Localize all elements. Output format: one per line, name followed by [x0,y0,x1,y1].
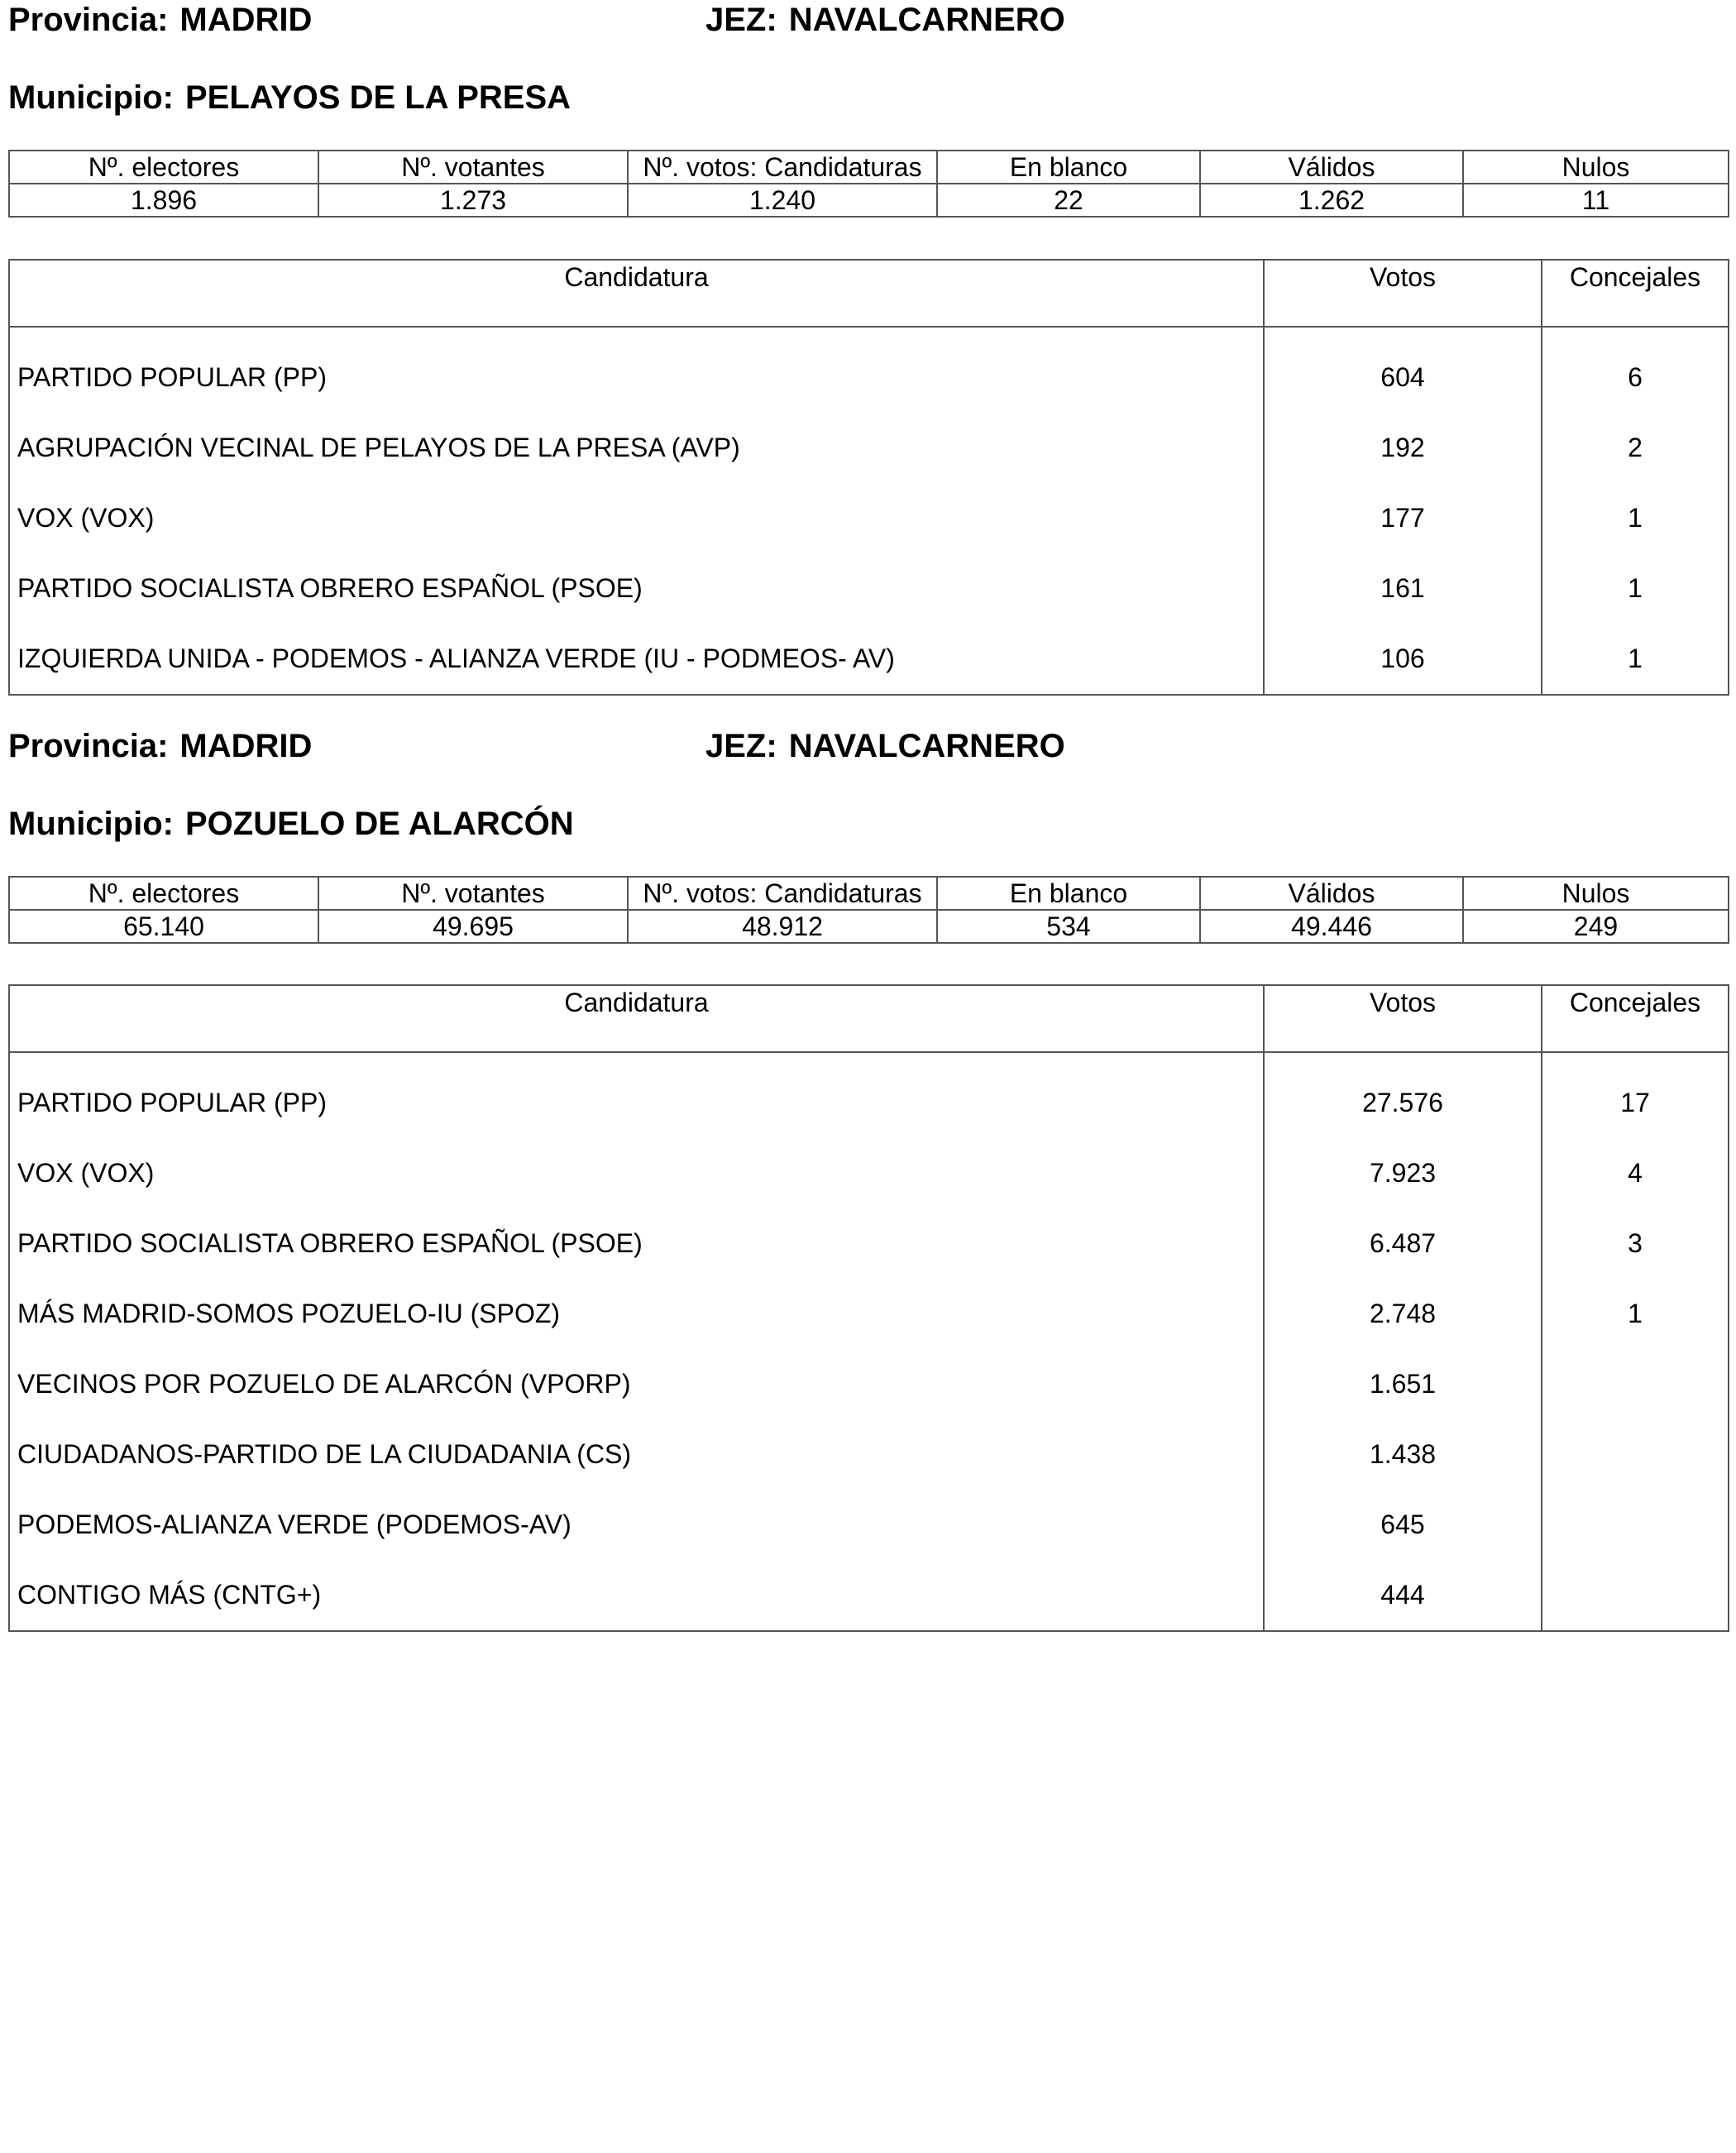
concejales-cell: 4 [1542,1138,1729,1208]
table-row [9,553,1729,624]
summary-value-cell: 65.140 [9,910,318,943]
summary-header-cell: Nº. votos: Candidaturas [628,151,937,184]
votos-cell: 177 [1264,483,1542,553]
votos-cell: 192 [1264,413,1542,483]
concejales-cell [1542,1419,1729,1490]
summary-value-cell: 11 [1463,184,1729,217]
concejales-cell [1542,1349,1729,1419]
summary-table [8,876,1729,944]
summary-header-cell: Nº. votantes [318,877,628,910]
table-row [9,413,1729,483]
candidatura-cell: PARTIDO SOCIALISTA OBRERO ESPAÑOL (PSOE) [9,553,1264,624]
table-row [9,1419,1729,1490]
summary-value-row [9,910,1729,943]
jez-value: NAVALCARNERO [788,2,1065,38]
candidatura-cell: VOX (VOX) [9,1138,1264,1208]
provincia-value: MADRID [179,2,313,38]
candidatura-cell: MÁS MADRID-SOMOS POZUELO-IU (SPOZ) [9,1279,1264,1349]
candidatura-cell: VOX (VOX) [9,483,1264,553]
municipio-heading [8,804,574,844]
summary-header-cell: Nulos [1463,151,1729,184]
concejales-cell: 1 [1542,553,1729,624]
municipio-value: POZUELO DE ALARCÓN [184,806,574,842]
summary-value-cell: 249 [1463,910,1729,943]
votos-cell: 6.487 [1264,1208,1542,1279]
summary-header-cell: En blanco [937,877,1200,910]
jez-heading [705,0,1065,40]
results-header-votos: Votos [1264,260,1542,327]
table-row [9,1052,1729,1138]
table-row [9,483,1729,553]
summary-header-row [9,877,1729,910]
votos-cell: 1.651 [1264,1349,1542,1419]
results-header-row [9,985,1729,1052]
results-header-row [9,260,1729,327]
summary-value-cell: 22 [937,184,1200,217]
concejales-cell: 2 [1542,413,1729,483]
summary-table [8,150,1729,218]
concejales-cell: 17 [1542,1052,1729,1138]
candidatura-cell: AGRUPACIÓN VECINAL DE PELAYOS DE LA PRESA (AVP) [9,413,1264,483]
concejales-cell: 1 [1542,483,1729,553]
concejales-cell: 6 [1542,327,1729,413]
table-row [9,1279,1729,1349]
concejales-cell: 1 [1542,624,1729,695]
concejales-cell [1542,1560,1729,1631]
jez-value: NAVALCARNERO [788,728,1065,764]
summary-value-cell: 49.695 [318,910,628,943]
candidatura-cell: PARTIDO POPULAR (PP) [9,1052,1264,1138]
results-header-concejales: Concejales [1542,985,1729,1052]
candidatura-cell: PARTIDO POPULAR (PP) [9,327,1264,413]
table-row [9,624,1729,695]
municipio-heading [8,78,571,117]
results-table [8,984,1729,1632]
candidatura-cell: CONTIGO MÁS (CNTG+) [9,1560,1264,1631]
candidatura-cell: VECINOS POR POZUELO DE ALARCÓN (VPORP) [9,1349,1264,1419]
votos-cell: 2.748 [1264,1279,1542,1349]
table-row [9,1490,1729,1560]
provincia-heading [8,726,312,766]
provincia-label: Provincia: [8,728,169,764]
summary-header-cell: Nulos [1463,877,1729,910]
summary-header-cell: Nº. votos: Candidaturas [628,877,937,910]
summary-header-row [9,151,1729,184]
results-header-votos: Votos [1264,985,1542,1052]
summary-value-cell: 534 [937,910,1200,943]
votos-cell: 27.576 [1264,1052,1542,1138]
concejales-cell: 3 [1542,1208,1729,1279]
jez-label: JEZ: [705,2,777,38]
summary-value-cell: 1.273 [318,184,628,217]
votos-cell: 604 [1264,327,1542,413]
provincia-label: Provincia: [8,2,169,38]
concejales-cell: 1 [1542,1279,1729,1349]
results-table [8,259,1729,696]
summary-header-cell: Nº. electores [9,151,318,184]
votos-cell: 161 [1264,553,1542,624]
summary-header-cell: Nº. electores [9,877,318,910]
results-header-candidatura: Candidatura [9,985,1264,1052]
table-row [9,1560,1729,1631]
summary-header-cell: Nº. votantes [318,151,628,184]
table-row [9,1208,1729,1279]
votos-cell: 444 [1264,1560,1542,1631]
table-row [9,1349,1729,1419]
summary-value-cell: 1.896 [9,184,318,217]
provincia-value: MADRID [179,728,313,764]
summary-value-row [9,184,1729,217]
jez-heading [705,726,1065,766]
candidatura-cell: PARTIDO SOCIALISTA OBRERO ESPAÑOL (PSOE) [9,1208,1264,1279]
summary-value-cell: 1.240 [628,184,937,217]
candidatura-cell: CIUDADANOS-PARTIDO DE LA CIUDADANIA (CS) [9,1419,1264,1490]
summary-header-cell: Válidos [1200,151,1463,184]
summary-value-cell: 1.262 [1200,184,1463,217]
votos-cell: 7.923 [1264,1138,1542,1208]
summary-value-cell: 48.912 [628,910,937,943]
votos-cell: 645 [1264,1490,1542,1560]
concejales-cell [1542,1490,1729,1560]
votos-cell: 106 [1264,624,1542,695]
summary-header-cell: En blanco [937,151,1200,184]
municipio-label: Municipio: [8,806,174,842]
jez-label: JEZ: [705,728,777,764]
votos-cell: 1.438 [1264,1419,1542,1490]
summary-header-cell: Válidos [1200,877,1463,910]
results-header-candidatura: Candidatura [9,260,1264,327]
candidatura-cell: PODEMOS-ALIANZA VERDE (PODEMOS-AV) [9,1490,1264,1560]
candidatura-cell: IZQUIERDA UNIDA - PODEMOS - ALIANZA VERDE (IU - PODMEOS- AV) [9,624,1264,695]
table-row [9,1138,1729,1208]
results-header-concejales: Concejales [1542,260,1729,327]
summary-value-cell: 49.446 [1200,910,1463,943]
table-row [9,327,1729,413]
municipio-value: PELAYOS DE LA PRESA [184,79,571,116]
municipio-label: Municipio: [8,79,174,116]
provincia-heading [8,0,312,40]
